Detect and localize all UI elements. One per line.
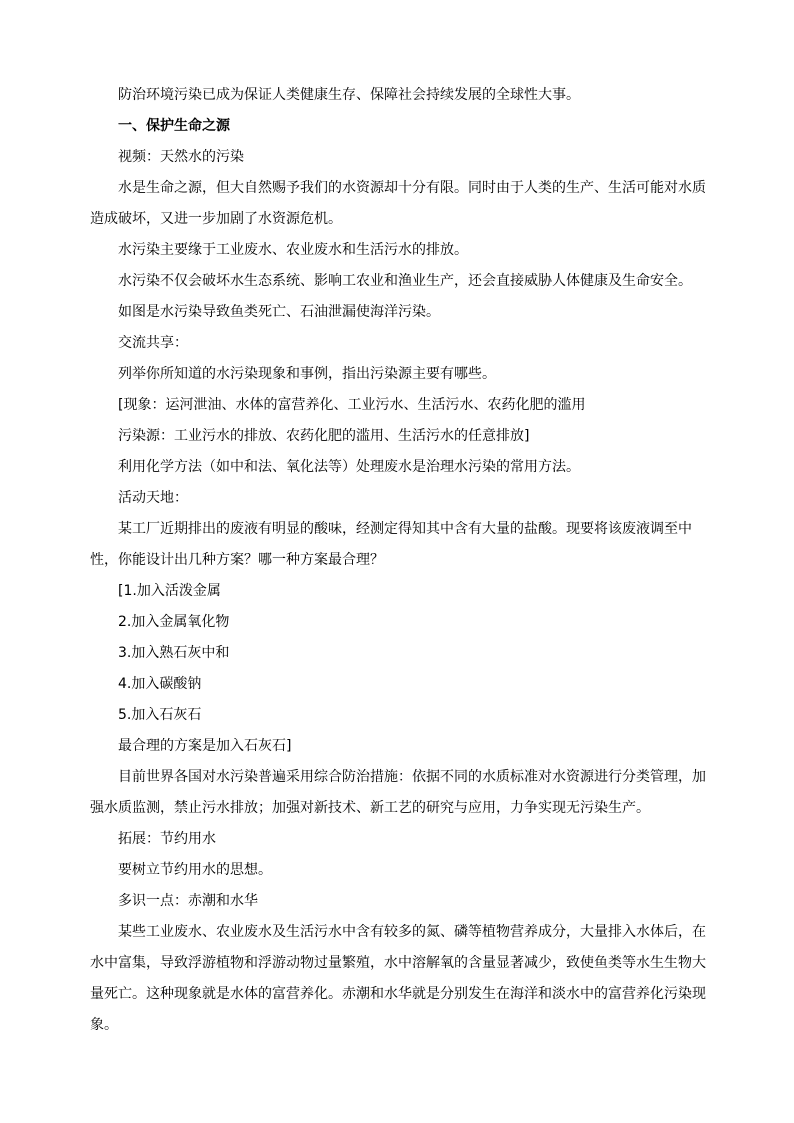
video-label: 视频：天然水的污染 bbox=[118, 149, 244, 165]
activity-label: 活动天地： bbox=[118, 490, 188, 506]
option-2: 2.加入金属氧化物 bbox=[118, 614, 230, 630]
section-heading: 一、保护生命之源 bbox=[118, 118, 230, 134]
paragraph-figure-note: 如图是水污染导致鱼类死亡、石油泄漏使海洋污染。 bbox=[118, 304, 440, 320]
option-4: 4.加入碳酸钠 bbox=[118, 676, 202, 692]
option-1: [1.加入活泼金属 bbox=[118, 583, 221, 599]
document-body bbox=[90, 80, 712, 1041]
paragraph-treatment: 利用化学方法（如中和法、氧化法等）处理废水是治理水污染的常用方法。 bbox=[118, 459, 580, 475]
best-option: 最合理的方案是加入石灰石] bbox=[118, 738, 292, 754]
knowledge-label: 多识一点：赤潮和水华 bbox=[118, 893, 258, 909]
exchange-question: 列举你所知道的水污染现象和事例，指出污染源主要有哪些。 bbox=[118, 366, 496, 382]
option-3: 3.加入熟石灰中和 bbox=[118, 645, 230, 661]
activity-question: 某工厂近期排出的废液有明显的酸味，经测定得知其中含有大量的盐酸。现要将该废液调至中性，你能设计出几种方案？哪一种方案最合理？ bbox=[90, 521, 692, 568]
paragraph-eutrophication: 某些工业废水、农业废水及生活污水中含有较多的氮、磷等植物营养成分，大量排入水体后，在水中富集，导致浮游植物和浮游动物过量繁殖，水中溶解氧的含量显著减少，致使鱼类等水生生物大量死亡。这种现象就是水体的富营养化。赤潮和水华就是分别发生在海洋和淡水中的富营养化污染现象。 bbox=[90, 924, 706, 1033]
answer-sources: 污染源：工业污水的排放、农药化肥的滥用、生活污水的任意排放] bbox=[118, 428, 530, 444]
paragraph-measures: 目前世界各国对水污染普遍采用综合防治措施：依据不同的水质标准对水资源进行分类管理，加强水质监测，禁止污水排放；加强对新技术、新工艺的研究与应用，力争实现无污染生产。 bbox=[90, 769, 706, 816]
paragraph-save-water: 要树立节约用水的思想。 bbox=[118, 862, 272, 878]
answer-phenomena: [现象：运河泄油、水体的富营养化、工业污水、生活污水、农药化肥的滥用 bbox=[118, 397, 586, 413]
intro-paragraph: 防治环境污染已成为保证人类健康生存、保障社会持续发展的全球性大事。 bbox=[118, 87, 580, 103]
option-5: 5.加入石灰石 bbox=[118, 707, 202, 723]
paragraph-water-source: 水是生命之源，但大自然赐予我们的水资源却十分有限。同时由于人类的生产、生活可能对水质造成破坏，又进一步加剧了水资源危机。 bbox=[90, 180, 706, 227]
paragraph-pollution-harm: 水污染不仅会破坏水生态系统、影响工农业和渔业生产，还会直接威胁人体健康及生命安全。 bbox=[118, 273, 692, 289]
exchange-label: 交流共享： bbox=[118, 335, 188, 351]
extension-label: 拓展：节约用水 bbox=[118, 831, 216, 847]
paragraph-pollution-cause: 水污染主要缘于工业废水、农业废水和生活污水的排放。 bbox=[118, 242, 468, 258]
